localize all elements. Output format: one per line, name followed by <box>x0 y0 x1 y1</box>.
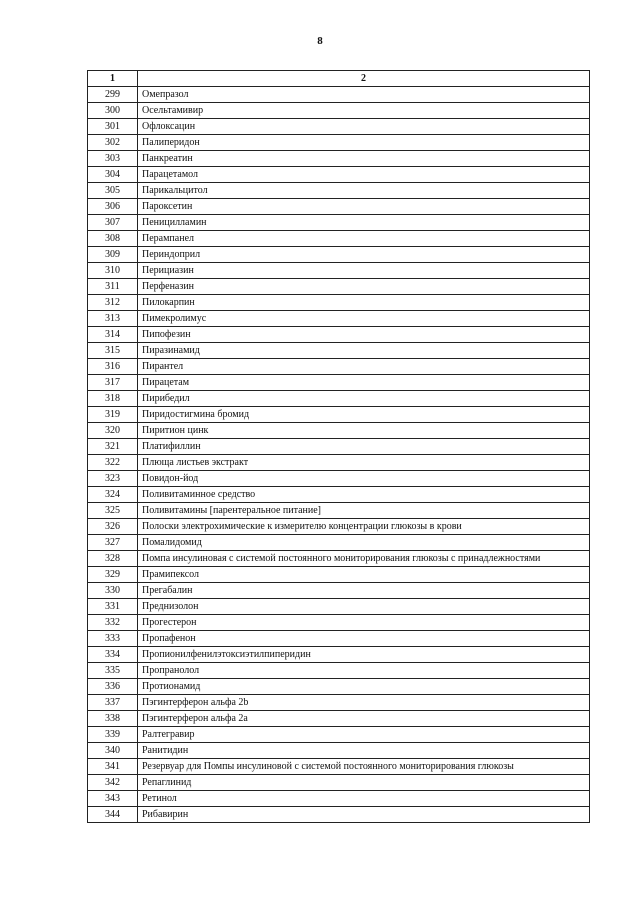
table-row <box>88 359 590 375</box>
row-number: 319 <box>88 407 138 423</box>
row-number: 301 <box>88 119 138 135</box>
table-row <box>88 727 590 743</box>
drug-name: Парикальцитол <box>138 183 590 199</box>
table-row <box>88 791 590 807</box>
table-row <box>88 759 590 775</box>
row-number: 324 <box>88 487 138 503</box>
table-row <box>88 311 590 327</box>
table-row <box>88 647 590 663</box>
row-number: 309 <box>88 247 138 263</box>
row-number: 302 <box>88 135 138 151</box>
row-number: 315 <box>88 343 138 359</box>
row-number: 326 <box>88 519 138 535</box>
table-row <box>88 215 590 231</box>
table-row <box>88 615 590 631</box>
drug-name: Прамипексол <box>138 567 590 583</box>
row-number: 304 <box>88 167 138 183</box>
row-number: 330 <box>88 583 138 599</box>
row-number: 299 <box>88 87 138 103</box>
table-row <box>88 679 590 695</box>
row-number: 303 <box>88 151 138 167</box>
drug-name: Рибавирин <box>138 807 590 823</box>
table-row <box>88 455 590 471</box>
table-row <box>88 775 590 791</box>
table-body <box>88 87 590 823</box>
table-row <box>88 87 590 103</box>
row-number: 336 <box>88 679 138 695</box>
table-row <box>88 343 590 359</box>
table-header-row <box>88 71 590 87</box>
table-row <box>88 167 590 183</box>
drug-name: Пипофезин <box>138 327 590 343</box>
row-number: 328 <box>88 551 138 567</box>
row-number: 300 <box>88 103 138 119</box>
table-row <box>88 119 590 135</box>
drug-name: Пирантел <box>138 359 590 375</box>
row-number: 316 <box>88 359 138 375</box>
drug-name: Резервуар для Помпы инсулиновой с системой постоянного мониторирования глюкозы <box>138 759 590 775</box>
row-number: 331 <box>88 599 138 615</box>
drug-name: Перициазин <box>138 263 590 279</box>
drug-name: Панкреатин <box>138 151 590 167</box>
row-number: 329 <box>88 567 138 583</box>
drug-name: Преднизолон <box>138 599 590 615</box>
table-row <box>88 439 590 455</box>
table-row <box>88 135 590 151</box>
row-number: 314 <box>88 327 138 343</box>
drug-name: Репаглинид <box>138 775 590 791</box>
table-row <box>88 151 590 167</box>
drug-name: Периндоприл <box>138 247 590 263</box>
table-row <box>88 103 590 119</box>
table-row <box>88 407 590 423</box>
row-number: 320 <box>88 423 138 439</box>
row-number: 333 <box>88 631 138 647</box>
drug-name: Парацетамол <box>138 167 590 183</box>
row-number: 341 <box>88 759 138 775</box>
drug-name: Осельтамивир <box>138 103 590 119</box>
row-number: 327 <box>88 535 138 551</box>
table-row <box>88 743 590 759</box>
page-number: 8 <box>317 35 323 47</box>
row-number: 318 <box>88 391 138 407</box>
row-number: 337 <box>88 695 138 711</box>
drug-name: Офлоксацин <box>138 119 590 135</box>
table-row <box>88 391 590 407</box>
row-number: 308 <box>88 231 138 247</box>
table-row <box>88 551 590 567</box>
table-row <box>88 807 590 823</box>
drug-name: Пиридостигмина бромид <box>138 407 590 423</box>
drug-name: Полоски электрохимические к измерителю концентрации глюкозы в крови <box>138 519 590 535</box>
row-number: 323 <box>88 471 138 487</box>
table-row <box>88 583 590 599</box>
table-row <box>88 599 590 615</box>
drug-name: Пеницилламин <box>138 215 590 231</box>
drug-name: Пропранолол <box>138 663 590 679</box>
row-number: 338 <box>88 711 138 727</box>
drug-name: Пропафенон <box>138 631 590 647</box>
row-number: 307 <box>88 215 138 231</box>
row-number: 313 <box>88 311 138 327</box>
drug-name: Ранитидин <box>138 743 590 759</box>
drug-name: Пиразинамид <box>138 343 590 359</box>
column-header-name: 2 <box>138 71 590 87</box>
row-number: 343 <box>88 791 138 807</box>
row-number: 312 <box>88 295 138 311</box>
table-row <box>88 247 590 263</box>
table-row <box>88 503 590 519</box>
table-row <box>88 663 590 679</box>
drug-name: Помалидомид <box>138 535 590 551</box>
row-number: 342 <box>88 775 138 791</box>
table-row <box>88 535 590 551</box>
table-row <box>88 631 590 647</box>
row-number: 325 <box>88 503 138 519</box>
table-row <box>88 711 590 727</box>
table-row <box>88 471 590 487</box>
table-row <box>88 263 590 279</box>
row-number: 334 <box>88 647 138 663</box>
table-row <box>88 567 590 583</box>
drug-name: Ралтегравир <box>138 727 590 743</box>
table-row <box>88 231 590 247</box>
table-row <box>88 295 590 311</box>
drug-name: Пилокарпин <box>138 295 590 311</box>
table-row <box>88 183 590 199</box>
drug-name: Пароксетин <box>138 199 590 215</box>
table-row <box>88 423 590 439</box>
table-row <box>88 199 590 215</box>
drug-name: Прегабалин <box>138 583 590 599</box>
row-number: 340 <box>88 743 138 759</box>
drug-name: Прогестерон <box>138 615 590 631</box>
drug-name: Протионамид <box>138 679 590 695</box>
row-number: 317 <box>88 375 138 391</box>
drug-name: Поливитамины [парентеральное питание] <box>138 503 590 519</box>
table-row <box>88 487 590 503</box>
table-row <box>88 519 590 535</box>
drug-name: Ретинол <box>138 791 590 807</box>
row-number: 339 <box>88 727 138 743</box>
drug-name: Повидон-йод <box>138 471 590 487</box>
drug-name: Пирибедил <box>138 391 590 407</box>
row-number: 335 <box>88 663 138 679</box>
row-number: 332 <box>88 615 138 631</box>
drug-name: Перфеназин <box>138 279 590 295</box>
column-header-number: 1 <box>88 71 138 87</box>
drug-list-table <box>87 70 590 823</box>
drug-name: Поливитаминное средство <box>138 487 590 503</box>
row-number: 344 <box>88 807 138 823</box>
row-number: 321 <box>88 439 138 455</box>
drug-name: Перампанел <box>138 231 590 247</box>
drug-name: Омепразол <box>138 87 590 103</box>
row-number: 305 <box>88 183 138 199</box>
row-number: 311 <box>88 279 138 295</box>
table-row <box>88 279 590 295</box>
table-row <box>88 327 590 343</box>
drug-name: Пирацетам <box>138 375 590 391</box>
drug-name: Платифиллин <box>138 439 590 455</box>
drug-name: Пэгинтерферон альфа 2b <box>138 695 590 711</box>
row-number: 322 <box>88 455 138 471</box>
table-row <box>88 695 590 711</box>
drug-name: Пропионилфенилэтоксиэтилпиперидин <box>138 647 590 663</box>
drug-name: Пиритион цинк <box>138 423 590 439</box>
table-row <box>88 375 590 391</box>
drug-name: Пимекролимус <box>138 311 590 327</box>
drug-name: Палиперидон <box>138 135 590 151</box>
row-number: 306 <box>88 199 138 215</box>
drug-name: Плюща листьев экстракт <box>138 455 590 471</box>
drug-name: Пэгинтерферон альфа 2а <box>138 711 590 727</box>
row-number: 310 <box>88 263 138 279</box>
drug-name: Помпа инсулиновая с системой постоянного мониторирования глюкозы с принадлежностями <box>138 551 590 567</box>
